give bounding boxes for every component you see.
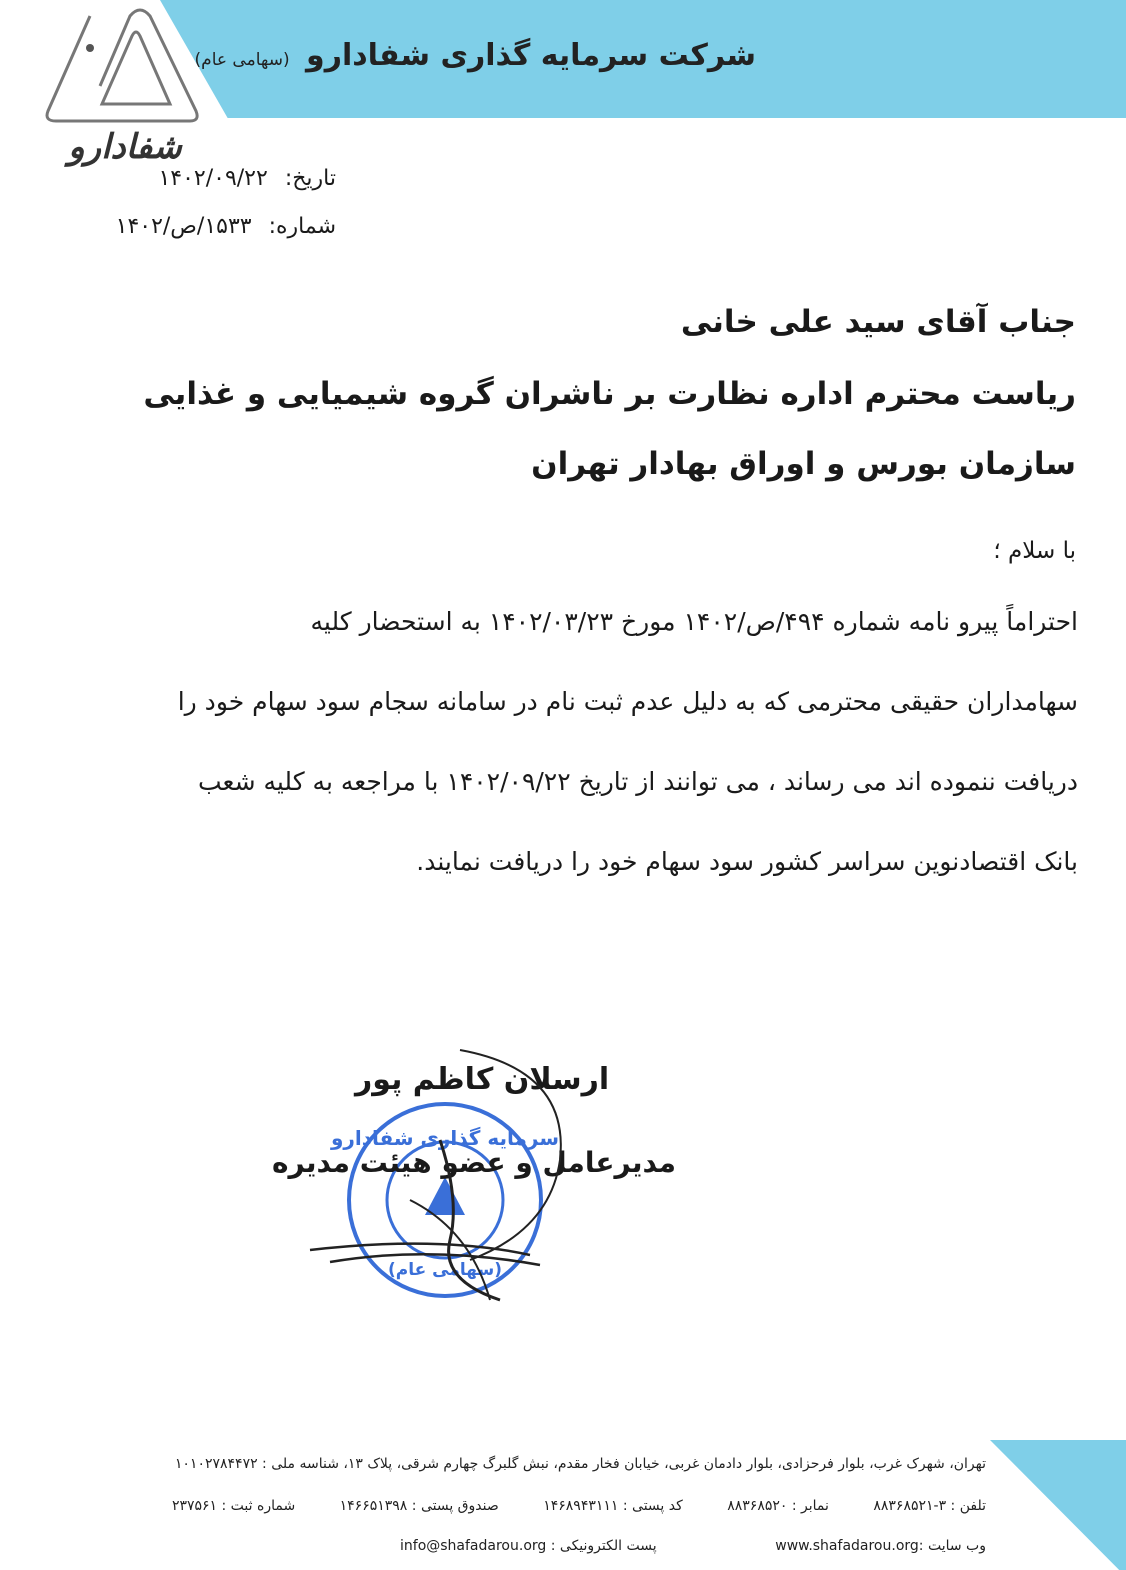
footer-address: تهران، شهرک غرب، بلوار فرحزادی، بلوار دادمان غربی، خیابان فخار مقدم، نبش گلبرگ چهارم شرقی، پلاک ۱۳، شناسه ملی : ۱۰۱۰۲۷۸۴۴۷۲: [174, 1456, 986, 1472]
signatory-title: مدیرعامل و عضو هیئت مدیره: [272, 1146, 676, 1179]
addressee-line-2: ریاست محترم اداره نظارت بر ناشران گروه شیمیایی و غذایی: [143, 376, 1076, 412]
number-value: ۱۵۳۳/ص/۱۴۰۲: [115, 214, 252, 239]
greeting: با سلام ؛: [993, 538, 1076, 564]
body-line: سهامداران حقیقی محترمی که به دلیل عدم ثبت نام در سامانه سجام سود سهام خود را: [177, 687, 1078, 716]
body-line: بانک اقتصادنوین سراسر کشور سود سهام خود را دریافت نمایند.: [416, 847, 1078, 876]
footer-postal-code: کد پستی : ۱۴۶۸۹۴۳۱۱۱: [543, 1498, 683, 1514]
svg-text:(سهامی عام): (سهامی عام): [388, 1260, 502, 1280]
body-line: دریافت ننموده اند می رساند ، می توانند از تاریخ ۱۴۰۲/۰۹/۲۲ با مراجعه به کلیه شعب: [197, 767, 1078, 796]
footer-contacts: [132, 1498, 986, 1514]
company-name-text: شرکت سرمایه گذاری شفادارو: [306, 38, 756, 73]
handwritten-signature: [290, 1050, 620, 1310]
footer-accent: [990, 1440, 1126, 1570]
addressee-line-3: سازمان بورس و اوراق بهادار تهران: [531, 446, 1076, 482]
company-name: [195, 38, 756, 73]
footer-po-box: صندوق پستی : ۱۴۶۶۵۱۳۹۸: [339, 1498, 499, 1514]
letter-number: [116, 214, 336, 239]
svg-text:سرمایه گذاری شفادارو: سرمایه گذاری شفادارو: [330, 1126, 560, 1150]
svg-text:شفادارو: شفادارو: [68, 127, 182, 167]
addressee-line-1: جناب آقای سید علی خانی: [680, 304, 1076, 340]
number-label: شماره:: [268, 214, 336, 239]
date-label: تاریخ:: [284, 166, 336, 191]
footer-website[interactable]: وب سایت :www.shafadarou.org: [775, 1538, 986, 1554]
footer-email[interactable]: پست الکترونیکی : info@shafadarou.org: [400, 1538, 657, 1554]
letter-body: [108, 582, 1078, 902]
footer-fax: نمابر : ۸۸۳۶۸۵۲۰: [727, 1498, 829, 1514]
company-type: (سهامی عام): [194, 50, 290, 70]
signatory-name: ارسلان کاظم پور: [355, 1062, 610, 1097]
company-logo: [40, 6, 210, 166]
footer-registration: شماره ثبت : ۲۳۷۵۶۱: [171, 1498, 296, 1514]
date-value: ۱۴۰۲/۰۹/۲۲: [158, 166, 268, 191]
letter-date: [158, 166, 336, 191]
body-line: احتراماً پیرو نامه شماره ۴۹۴/ص/۱۴۰۲ مورخ ۱۴۰۲/۰۳/۲۳ به استحضار کلیه: [310, 607, 1078, 636]
footer-phone: تلفن : ۳-۸۸۳۶۸۵۲۱: [873, 1498, 986, 1514]
